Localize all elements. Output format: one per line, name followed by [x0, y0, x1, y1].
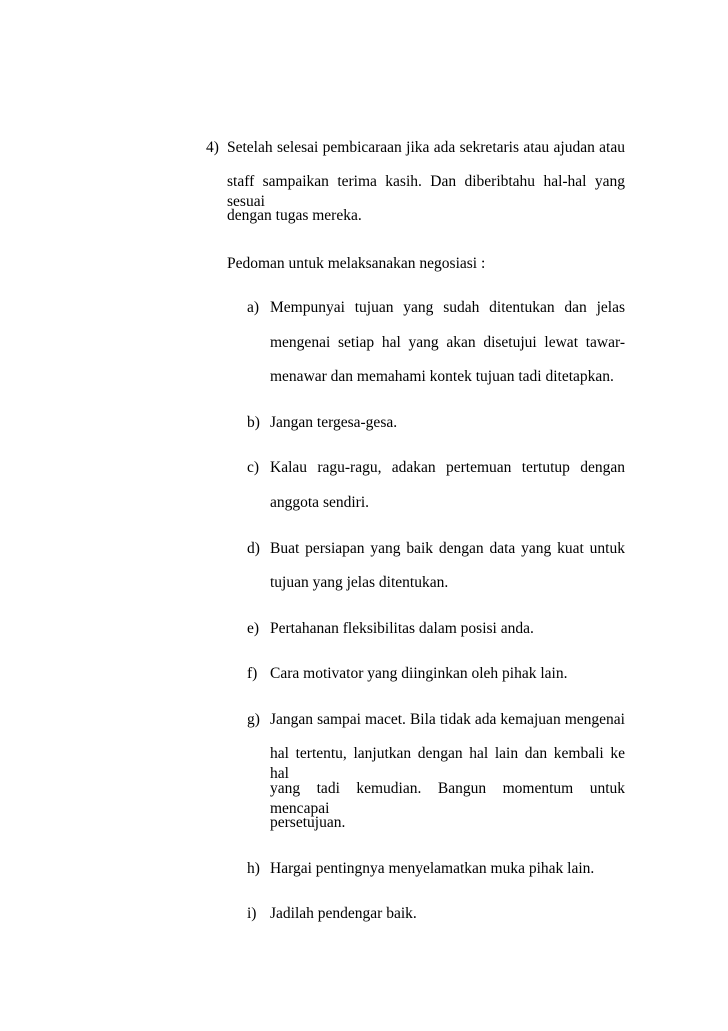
list-item-d-marker: d) [247, 540, 260, 557]
list-item-f-marker: f) [247, 665, 258, 682]
list-item-b-line-1: Jangan tergesa-gesa. [270, 414, 398, 431]
list-item-g-line-2: hal tertentu, lanjutkan dengan hal lain dan kembali ke hal [270, 745, 625, 782]
item-4-number: 4) [206, 139, 219, 156]
list-item-a-line-3: menawar dan memahami kontek tujuan tadi ditetapkan. [270, 368, 614, 385]
list-item-e-line-1: Pertahanan fleksibilitas dalam posisi anda. [270, 620, 534, 637]
list-item-a-marker: a) [247, 299, 260, 316]
list-item-g-marker: g) [247, 711, 260, 728]
guideline-heading: Pedoman untuk melaksanakan negosiasi : [227, 255, 486, 272]
list-item-g-line-4: persetujuan. [270, 814, 346, 831]
list-item-c-marker: c) [247, 459, 260, 476]
list-item-c-line-1: Kalau ragu-ragu, adakan pertemuan tertutup dengan [270, 459, 625, 476]
list-item-a-line-1: Mempunyai tujuan yang sudah ditentukan dan jelas [270, 299, 625, 316]
list-item-h-line-1: Hargai pentingnya menyelamatkan muka pihak lain. [270, 860, 595, 877]
item-4-line-2: staff sampaikan terima kasih. Dan diberibtahu hal-hal yang sesuai [227, 173, 625, 210]
list-item-b-marker: b) [247, 414, 260, 431]
list-item-h-marker: h) [247, 860, 260, 877]
list-item-f-line-1: Cara motivator yang diinginkan oleh pihak lain. [270, 665, 568, 682]
list-item-i-marker: i) [247, 905, 257, 922]
list-item-d-line-2: tujuan yang jelas ditentukan. [270, 574, 449, 591]
item-4-line-3: dengan tugas mereka. [227, 207, 362, 224]
item-4-line-1: Setelah selesai pembicaraan jika ada sekretaris atau ajudan atau [227, 139, 625, 156]
list-item-g-line-3: yang tadi kemudian. Bangun momentum untuk mencapai [270, 780, 625, 817]
list-item-e-marker: e) [247, 620, 260, 637]
list-item-d-line-1: Buat persiapan yang baik dengan data yang kuat untuk [270, 540, 625, 557]
list-item-g-line-1: Jangan sampai macet. Bila tidak ada kemajuan mengenai [270, 711, 625, 728]
list-item-i-line-1: Jadilah pendengar baik. [270, 905, 417, 922]
list-item-c-line-2: anggota sendiri. [270, 494, 370, 511]
list-item-a-line-2: mengenai setiap hal yang akan disetujui lewat tawar- [270, 334, 625, 351]
